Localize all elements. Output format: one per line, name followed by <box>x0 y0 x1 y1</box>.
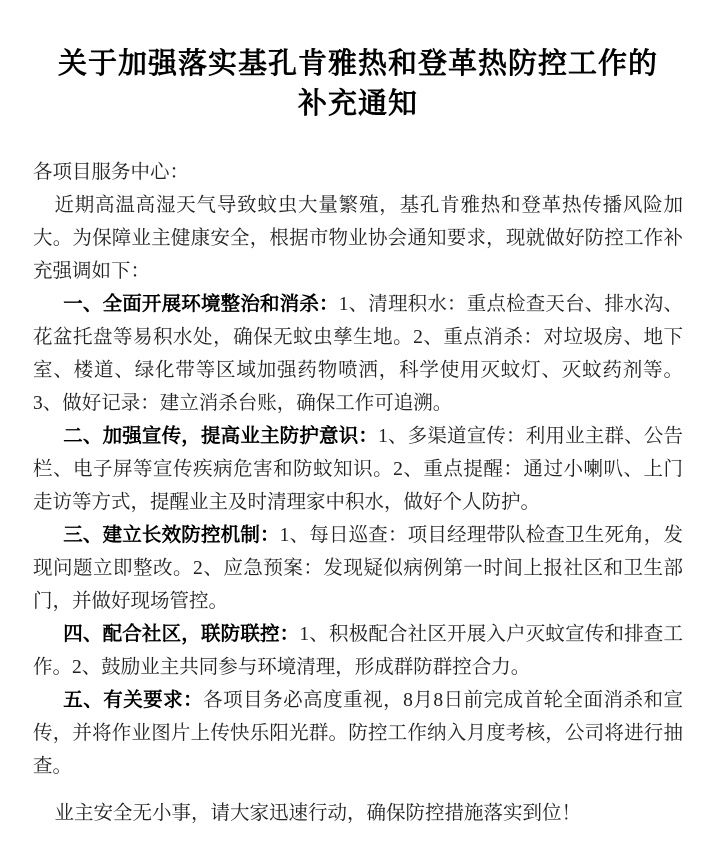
section-1-body: 1、清理积水：重点检查天台、排水沟、花盆托盘等易积水处，确保无蚊虫孳生地。2、重点消杀：对垃圾房、地下室、楼道、绿化带等区域加强药物喷洒，科学使用灭蚊灯、灭蚊药剂等。3、做好记录：建立消杀台账，确保工作可追溯。 <box>33 294 683 414</box>
section-paragraph-1 <box>33 288 683 420</box>
document-title <box>33 44 683 124</box>
section-2-heading: 二、加强宣传，提高业主防护意识： <box>63 425 379 447</box>
section-paragraph-4 <box>33 618 683 684</box>
closing-paragraph: 业主安全无小事，请大家迅速行动，确保防控措施落实到位！ <box>54 803 581 824</box>
section-4-heading: 四、配合社区，联防联控： <box>63 623 300 645</box>
section-4-body: 1、积极配合社区开展入户灭蚊宣传和排查工作。2、鼓励业主共同参与环境清理，形成群防群控合力。 <box>33 624 683 678</box>
title-line-2: 补充通知 <box>297 88 418 120</box>
document-body <box>33 156 683 830</box>
section-5-heading: 五、有关要求： <box>63 689 204 711</box>
section-3-heading: 三、建立长效防控机制： <box>63 524 280 546</box>
salutation: 各项目服务中心： <box>33 162 190 183</box>
section-1-heading: 一、全面开展环境整治和消杀： <box>63 293 339 315</box>
section-3-body: 1、每日巡查：项目经理带队检查卫生死角，发现问题立即整改。2、应急预案：发现疑似病例第一时间上报社区和卫生部门，并做好现场管控。 <box>33 525 683 612</box>
section-paragraph-3 <box>33 519 683 618</box>
title-line-1: 关于加强落实基孔肯雅热和登革热防控工作的 <box>57 48 658 80</box>
section-5-body: 各项目务必高度重视，8月8日前完成首轮全面消杀和宣传，并将作业图片上传快乐阳光群。防控工作纳入月度考核，公司将进行抽查。 <box>33 690 683 777</box>
section-paragraph-5 <box>33 684 683 783</box>
section-paragraph-2 <box>33 420 683 519</box>
section-2-body: 1、多渠道宣传：利用业主群、公告栏、电子屏等宣传疾病危害和防蚊知识。2、重点提醒：通过小喇叭、上门走访等方式，提醒业主及时清理家中积水，做好个人防护。 <box>33 426 683 513</box>
intro-paragraph: 近期高温高湿天气导致蚊虫大量繁殖，基孔肯雅热和登革热传播风险加大。为保障业主健康安全，根据市物业协会通知要求，现就做好防控工作补充强调如下： <box>33 195 683 282</box>
